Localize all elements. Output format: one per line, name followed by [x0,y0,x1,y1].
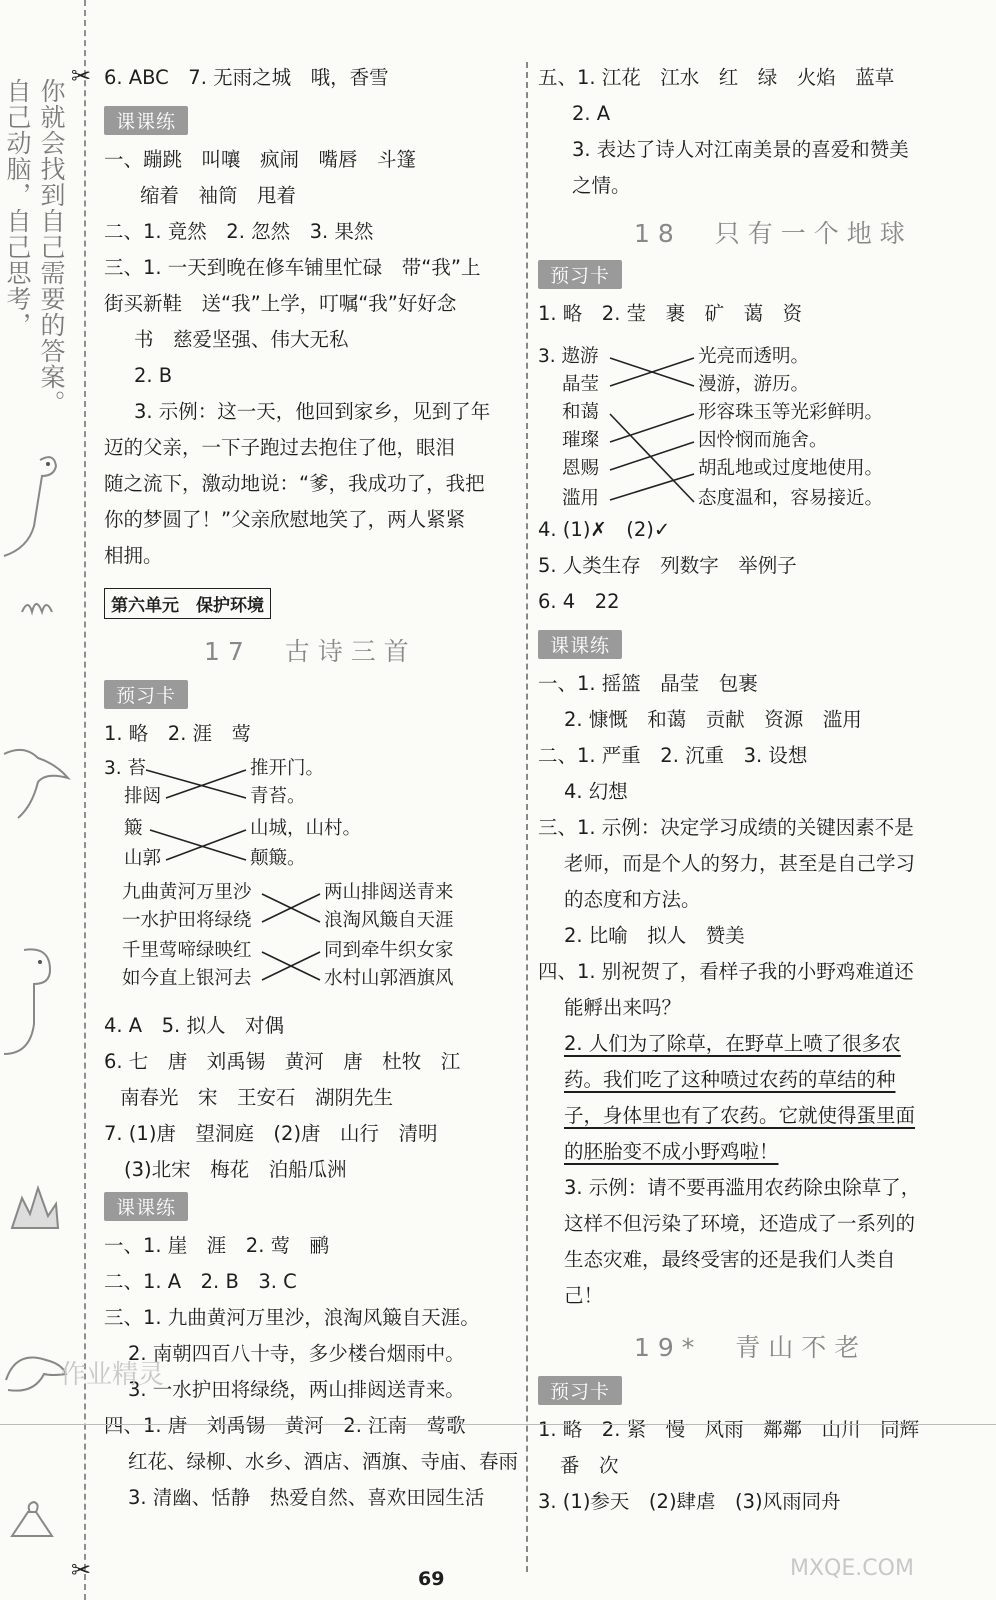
answer-line: 3. 清幽、恬静 热爱自然、喜欢田园生活 [128,1486,485,1509]
match-right: 水村山郭酒旗风 [324,968,454,989]
answer-line: 街买新鞋 送“我”上学，叮嘱“我”好好念 [104,292,457,315]
answer-line: 你的梦圆了！”父亲欣慰地笑了，两人紧紧 [104,508,466,531]
scissors-icon: ✂ [71,1556,92,1584]
page-rule [0,1424,996,1425]
answer-line: 四、1. 唐 刘禹锡 黄河 2. 江南 莺歌 [104,1414,466,1437]
motto-right: 你就会找到自己需要的答案。 [37,78,66,416]
answer-line: 三、1. 九曲黄河万里沙，浪淘风簸自天涯。 [104,1306,480,1329]
answer-line: (3)北宋 梅花 泊船瓜洲 [124,1158,347,1181]
match-right: 形容珠玉等光彩鲜明。 [698,402,884,423]
answer-line: 迈的父亲，一下子跑过去抱住了他，眼泪 [104,436,456,459]
section-tag: 预习卡 [538,1376,622,1405]
lesson-title: 18 只有一个地球 [634,219,913,248]
answer-line: 2. A [572,102,611,125]
answer-line: 一、蹦跳 叫嚷 疯闹 嘴唇 斗篷 [104,148,417,171]
answer-line: 2. 慷慨 和蔼 贡献 资源 滥用 [564,708,862,731]
answer-line: 三、1. 一天到晚在修车铺里忙碌 带“我”上 [104,256,481,279]
answer-line: 二、1. 严重 2. 沉重 3. 设想 [538,744,808,767]
answer-line: 2. 比喻 拟人 赞美 [564,924,745,947]
section-tag: 预习卡 [538,260,622,289]
match-right: 两山排闼送青来 [324,882,454,903]
underlined-answer-line: 子，身体里也有了农药。它就使得蛋里面 [564,1104,916,1127]
answer-line: 7. (1)唐 望洞庭 (2)唐 山行 清明 [104,1122,438,1145]
match-left: 3. 遨游 [538,346,599,367]
section-tag: 课课练 [104,1192,188,1221]
underlined-answer-line: 2. 人们为了除草，在野草上喷了很多农 [564,1032,901,1055]
section-tag: 课课练 [538,630,622,659]
answer-line: 三、1. 示例：决定学习成绩的关键因素不是 [538,816,914,839]
underlined-answer-line: 药。我们吃了这种喷过农药的草结的种 [564,1068,896,1091]
answer-line: 己！ [564,1284,604,1307]
answer-line: 3. 一水护田将绿绕，两山排闼送青来。 [128,1378,465,1401]
answer-line: 老师，而是个人的努力，甚至是自己学习 [564,852,916,875]
match-left: 如今直上银河去 [122,968,252,989]
unit-title: 第六单元 保护环境 [104,588,271,619]
match-left: 晶莹 [562,374,600,395]
match-right: 山城，山村。 [250,818,362,839]
match-left: 滥用 [562,488,600,509]
section-tag: 预习卡 [104,680,188,709]
match-left: 千里莺啼绿映红 [122,940,252,961]
answer-line: 这样不但污染了环境，还造成了一系列的 [564,1212,916,1235]
column-divider [526,62,528,1572]
answer-line: 随之流下，激动地说：“爹，我成功了，我把 [104,472,485,495]
answer-line: 书 慈爱坚强、伟大无私 [134,328,349,351]
answer-line: 能孵出来吗？ [564,996,682,1019]
answer-line: 6. 七 唐 刘禹锡 黄河 唐 杜牧 江 [104,1050,461,1073]
match-right: 胡乱地或过度地使用。 [698,458,884,479]
answer-line: 红花、绿柳、水乡、酒店、酒旗、寺庙、春雨 [128,1450,519,1473]
lesson-title: 17 古诗三首 [204,637,417,666]
answer-line: 2. 南朝四百八十寺，多少楼台烟雨中。 [128,1342,465,1365]
answer-line: 的态度和方法。 [564,888,701,911]
answer-line: 四、1. 别祝贺了，看样子我的小野鸡难道还 [538,960,914,983]
answer-line: 3. (1)参天 (2)肆虐 (3)风雨同舟 [538,1490,841,1513]
answer-line: 五、1. 江花 江水 红 绿 火焰 蓝草 [538,66,895,89]
answer-line: 一、1. 摇篮 晶莹 包裹 [538,672,758,695]
answer-line: 3. 示例：请不要再滥用农药除虫除草了， [564,1176,921,1199]
answer-line: 之情。 [572,174,631,197]
answer-line: 二、1. A 2. B 3. C [104,1270,297,1293]
watermark-logo: 作业精灵 [60,1360,165,1390]
answer-line: 4. (1)✗ (2)✓ [538,518,671,541]
match-left: 恩赐 [562,458,600,479]
match-right: 因怜悯而施舍。 [698,430,828,451]
answer-line: 5. 人类生存 列数字 举例子 [538,554,797,577]
answer-line: 番 次 [560,1454,619,1477]
answer-line: 4. A 5. 拟人 对偶 [104,1014,284,1037]
section-tag: 课课练 [104,106,188,135]
match-right: 光亮而透明。 [698,346,810,367]
page-number: 69 [418,1568,445,1590]
answer-line: 二、1. 竟然 2. 忽然 3. 果然 [104,220,374,243]
match-left: 璀璨 [562,430,600,451]
answer-line: 1. 略 2. 莹 裹 矿 蔼 资 [538,302,803,325]
motto-left: 自己动脑，自己思考， [3,78,32,338]
match-left: 山郭 [124,848,162,869]
match-left: 和蔼 [562,402,600,423]
answer-line: 6. 4 22 [538,590,620,613]
match-right: 浪淘风簸自天涯 [324,910,454,931]
match-left: 簸 [124,818,143,839]
answer-line: 1. 略 2. 紧 慢 风雨 鄰鄰 山川 同辉 [538,1418,920,1441]
answer-line: 南春光 宋 王安石 湖阴先生 [120,1086,394,1109]
answer-line: 3. 表达了诗人对江南美景的喜爱和赞美 [572,138,909,161]
answer-line: 相拥。 [104,544,163,567]
answer-line: 缩着 袖筒 甩着 [140,184,297,207]
answer-line: 6. ABC 7. 无雨之城 哦，香雪 [104,66,389,89]
match-right: 漫游，游历。 [698,374,810,395]
answer-line: 2. B [134,364,173,387]
scissors-icon: ✂ [71,62,92,90]
answer-line: 3. 示例：这一天，他回到家乡，见到了年 [134,400,491,423]
watermark-url: MXQE.COM [790,1556,914,1581]
match-right: 同到牵牛织女家 [324,940,454,961]
answer-line: 4. 幻想 [564,780,628,803]
match-left: 一水护田将绿绕 [122,910,252,931]
match-left: 排闼 [124,786,162,807]
lesson-title: 19* 青山不老 [634,1333,868,1362]
match-right: 推开门。 [250,758,325,779]
match-right: 颠簸。 [250,848,306,869]
match-left: 九曲黄河万里沙 [122,882,252,903]
match-left: 3. 苔 [104,758,147,779]
answer-line: 一、1. 崖 涯 2. 莺 鹂 [104,1234,330,1257]
underlined-answer-line: 的胚胎变不成小野鸡啦！ [564,1140,779,1163]
match-right: 态度温和，容易接近。 [698,488,884,509]
answer-line: 1. 略 2. 涯 莺 [104,722,252,745]
answer-line: 生态灾难，最终受害的还是我们人类自 [564,1248,896,1271]
match-right: 青苔。 [250,786,306,807]
